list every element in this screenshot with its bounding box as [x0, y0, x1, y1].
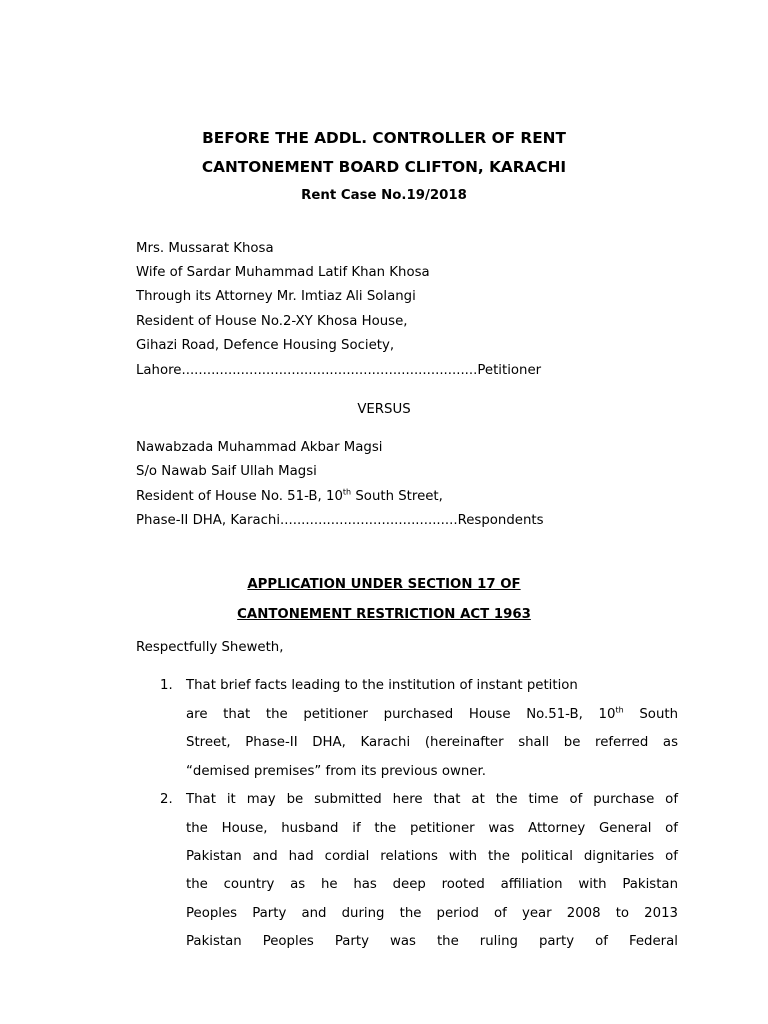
ordinal-suffix: th	[342, 487, 352, 497]
ordinal-suffix: th	[615, 705, 624, 715]
respondent-city: Phase-II DHA, Karachi	[136, 513, 281, 528]
paragraph-number: 2.	[160, 792, 173, 807]
petitioner-role-line	[136, 363, 541, 378]
paragraph-line: That brief facts leading to the institution of instant petition	[186, 678, 578, 693]
respondent-address-text: Resident of House No. 51-B, 10	[136, 489, 343, 504]
petitioner-line: Wife of Sardar Muhammad Latif Khan Khosa	[136, 265, 430, 280]
dot-leader: ......................................................................	[181, 363, 478, 378]
court-heading-line1: BEFORE THE ADDL. CONTROLLER OF RENT	[202, 129, 566, 147]
petitioner-line: Gihazi Road, Defence Housing Society,	[136, 338, 395, 353]
paragraph-line: the country as he has deep rooted affiliation with Pakistan	[186, 877, 678, 892]
paragraph-text: South	[623, 707, 679, 722]
petitioner-city: Lahore	[136, 363, 182, 378]
dot-leader: ..........................................	[280, 513, 458, 528]
application-title-line2: CANTONEMENT RESTRICTION ACT 1963	[237, 607, 531, 622]
paragraph-line: Pakistan Peoples Party was the ruling party of Federal	[186, 934, 678, 949]
paragraph-line: “demised premises” from its previous owner.	[186, 764, 486, 779]
petitioner-role: Petitioner	[477, 363, 542, 378]
paragraph-line	[186, 707, 678, 722]
court-heading-line2: CANTONEMENT BOARD CLIFTON, KARACHI	[201, 158, 567, 176]
paragraph-line: Peoples Party and during the period of year 2008 to 2013	[186, 906, 678, 921]
paragraph-line: That it may be submitted here that at the time of purchase of	[186, 792, 678, 807]
paragraph-line: Pakistan and had cordial relations with the political dignitaries of	[186, 849, 678, 864]
salutation: Respectfully Sheweth,	[136, 640, 284, 655]
versus-label: VERSUS	[357, 402, 411, 417]
respondent-line: S/o Nawab Saif Ullah Magsi	[136, 464, 317, 479]
respondent-address-line	[136, 489, 443, 504]
petitioner-line: Mrs. Mussarat Khosa	[136, 241, 274, 256]
paragraph-line: Street, Phase-II DHA, Karachi (hereinafter shall be referred as	[186, 735, 678, 750]
petitioner-line: Resident of House No.2-XY Khosa House,	[136, 314, 408, 329]
respondent-line: Nawabzada Muhammad Akbar Magsi	[136, 440, 383, 455]
petitioner-line: Through its Attorney Mr. Imtiaz Ali Solangi	[136, 289, 416, 304]
paragraph-text: are that the petitioner purchased House No.51-B, 10	[186, 707, 616, 722]
paragraph-number: 1.	[160, 678, 173, 693]
application-title-line1: APPLICATION UNDER SECTION 17 OF	[247, 577, 521, 592]
paragraph-line: the House, husband if the petitioner was Attorney General of	[186, 821, 678, 836]
case-number: Rent Case No.19/2018	[301, 188, 467, 203]
respondent-role: Respondents	[457, 513, 544, 528]
respondent-role-line	[136, 513, 544, 528]
respondent-address-text: South Street,	[351, 489, 443, 504]
